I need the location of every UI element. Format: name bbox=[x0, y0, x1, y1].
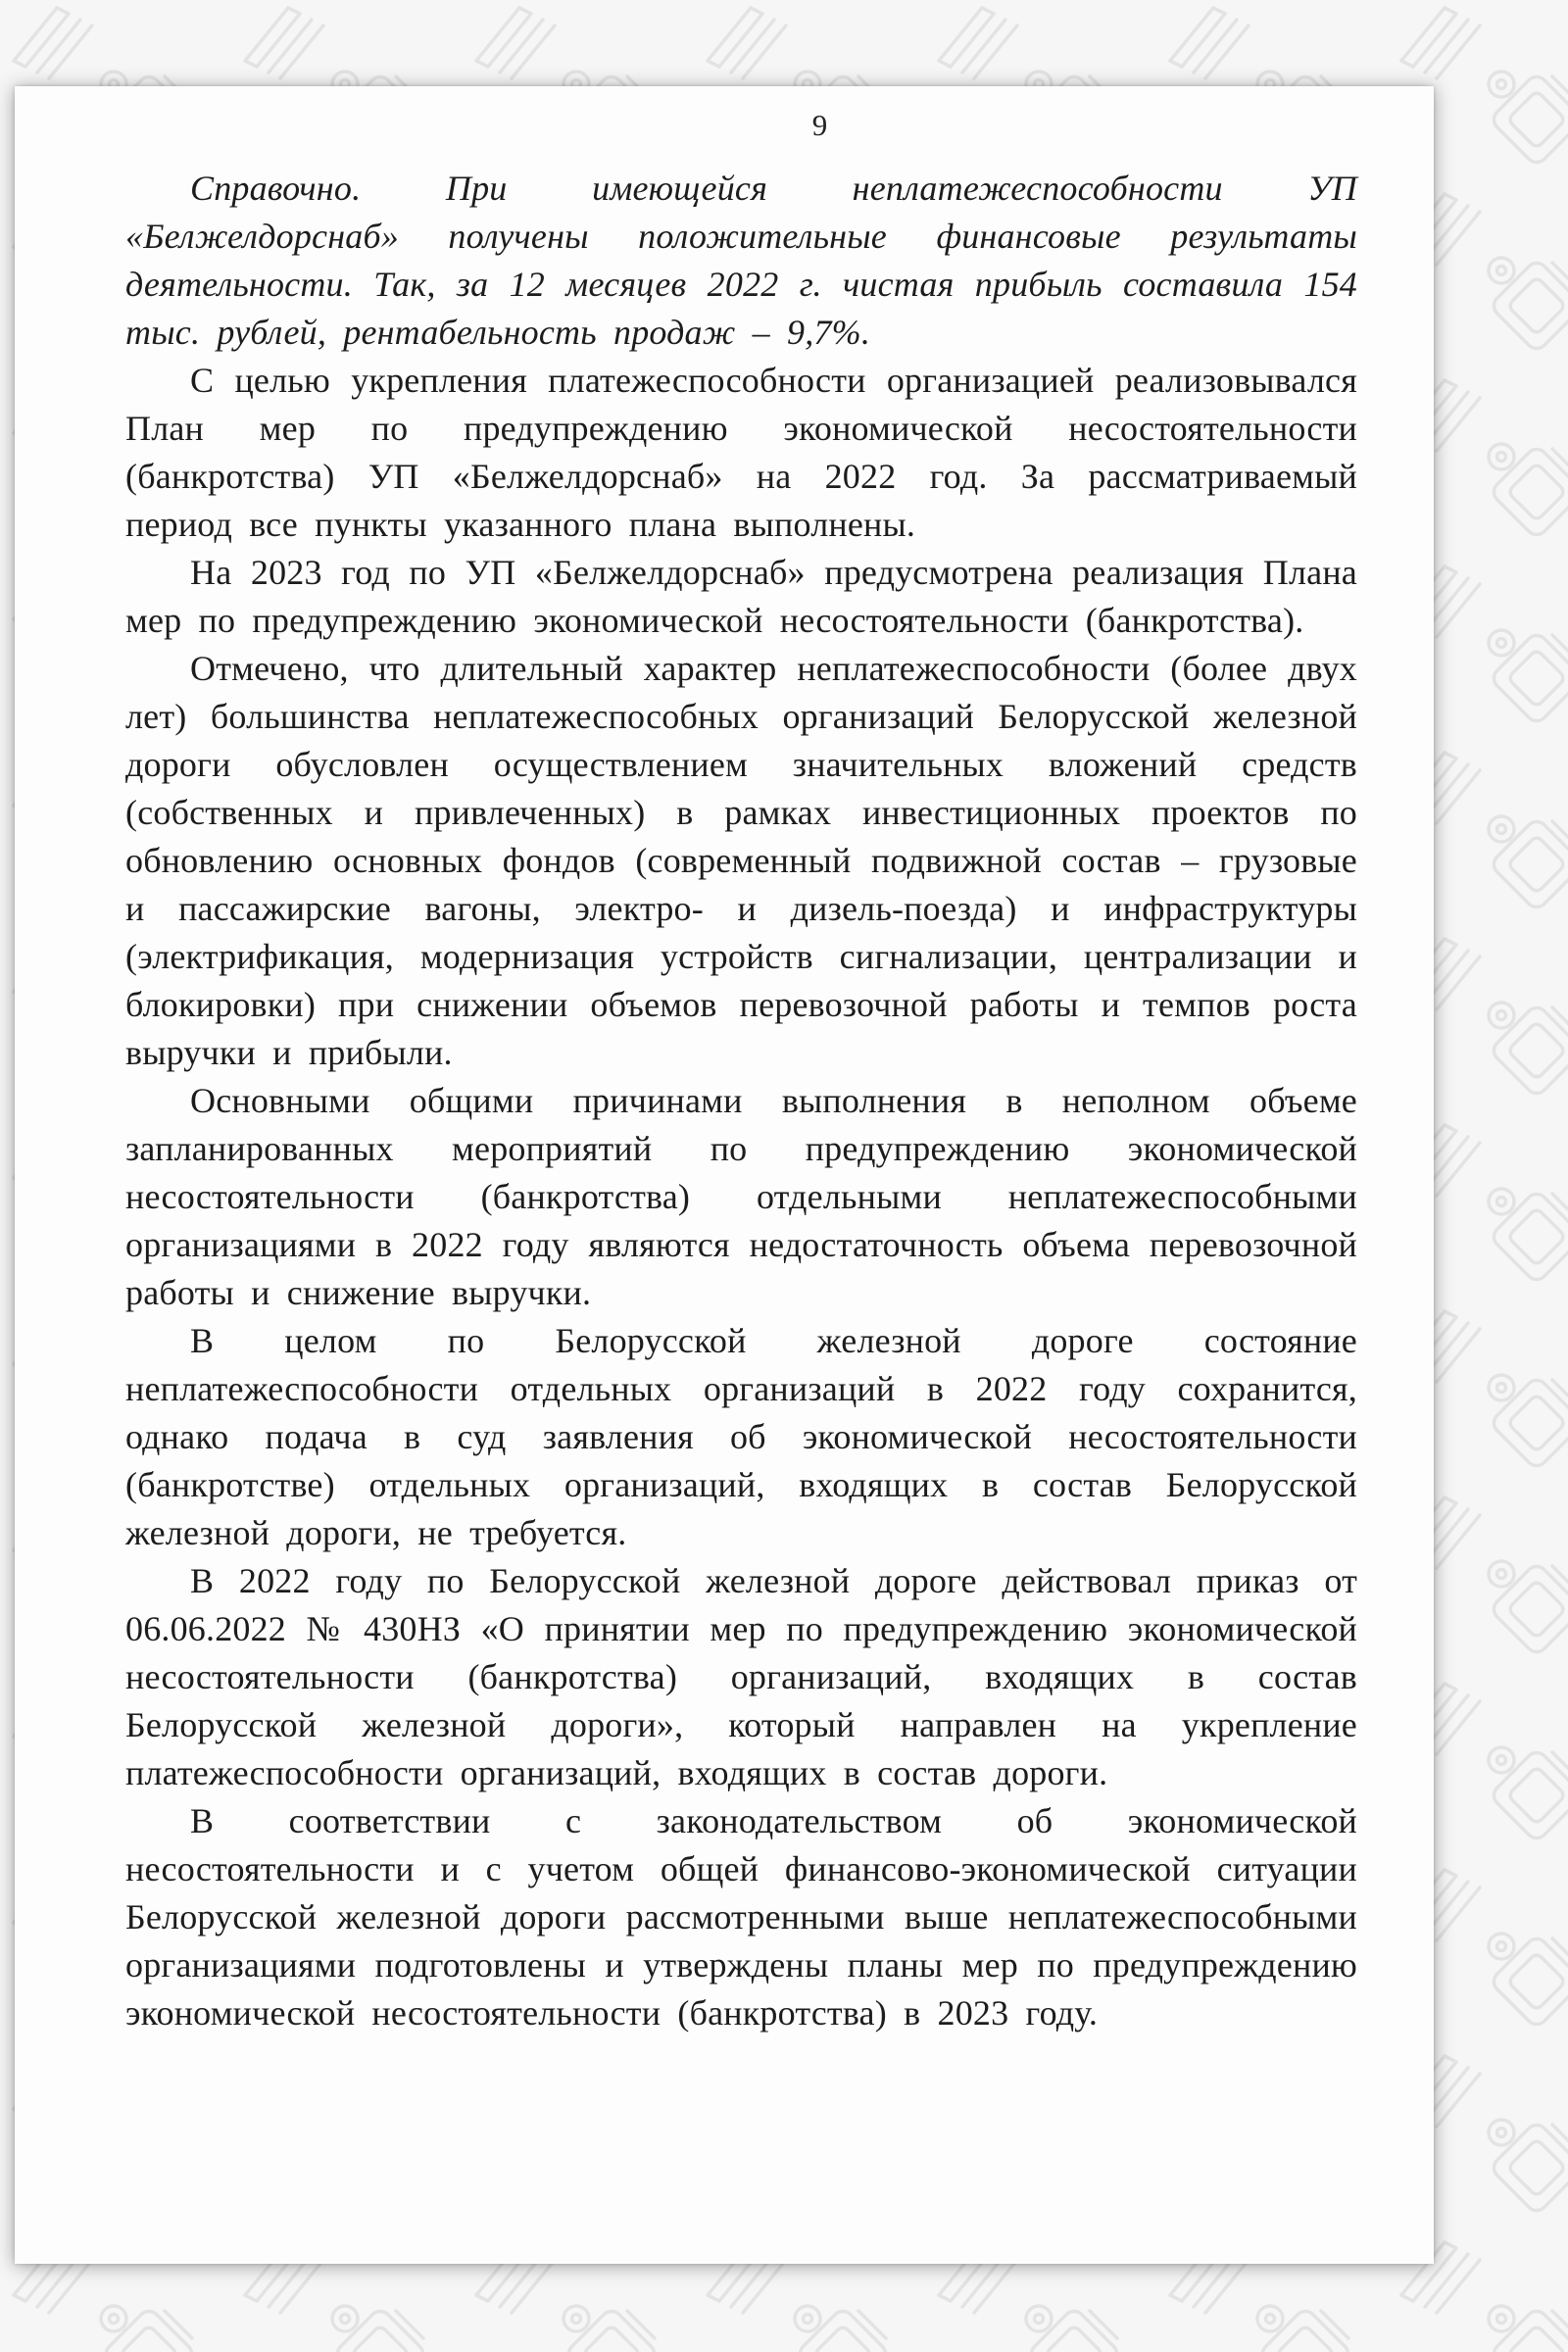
paragraph-plan-2022: С целью укрепления платежеспособности организацией реализовывался План мер по предупреждению экономической несостоятельности (банкротства) УП «Белжелдорснаб» на 2022 год. За рассматриваемый период все пункты указанного плана выполнены. bbox=[125, 361, 1357, 544]
paragraph-insolvency-causes: Отмечено, что длительный характер неплатежеспособности (более двух лет) большинства неплатежеспособных организаций Белорусской железной дороги обусловлен осуществлением значительных вложений средств (собственных и привлеченных) в рамках инвестиционных проектов по обновлению основных фондов (современный подвижной состав – грузовые и пассажирские вагоны, электро- и дизель-поезда) и инфраструктуры (электрификация, модернизация устройств сигнализации, централизации и блокировки) при снижении объемов перевозочной работы и темпов роста выручки и прибыли. bbox=[125, 649, 1357, 1072]
paragraph-overall-state: В целом по Белорусской железной дороге состояние неплатежеспособности отдельных организаций в 2022 году сохранится, однако подача в суд заявления об экономической несостоятельности (банкротстве) отдельных организаций, входящих в состав Белорусской железной дороги, не требуется. bbox=[125, 1321, 1357, 1552]
paragraph-order-430nz: В 2022 году по Белорусской железной дороге действовал приказ от 06.06.2022 № 430НЗ «О принятии мер по предупреждению экономической несостоятельности (банкротства) организаций, входящих в состав Белорусской железной дороги», который направлен на укрепление платежеспособности организаций, входящих в состав дороги. bbox=[125, 1561, 1357, 1792]
paragraph-plan-2023: На 2023 год по УП «Белжелдорснаб» предусмотрена реализация Плана мер по предупреждению экономической несостоятельности (банкротства). bbox=[125, 553, 1357, 640]
page-number: 9 bbox=[811, 108, 828, 142]
paragraph-reference-note: Справочно. При имеющейся неплатежеспособности УП «Белжелдорснаб» получены положительные финансовые результаты деятельности. Так, за 12 месяцев 2022 г. чистая прибыль составила 154 тыс. рублей, рентабельность продаж – 9,7%. bbox=[125, 169, 1357, 352]
paragraph-main-common-causes: Основными общими причинами выполнения в неполном объеме запланированных мероприятий по предупреждению экономической несостоятельности (банкротства) отдельными неплатежеспособными организациями в 2022 году являются недостаточность объема перевозочной работы и снижение выручки. bbox=[125, 1081, 1357, 1312]
paragraph-conclusion: В соответствии с законодательством об экономической несостоятельности и с учетом общей финансово-экономической ситуации Белорусской железной дороги рассмотренными выше неплатежеспособными организациями подготовлены и утверждены планы мер по предупреждению экономической несостоятельности (банкротства) в 2023 году. bbox=[125, 1801, 1357, 2033]
document-page bbox=[15, 86, 1434, 2264]
